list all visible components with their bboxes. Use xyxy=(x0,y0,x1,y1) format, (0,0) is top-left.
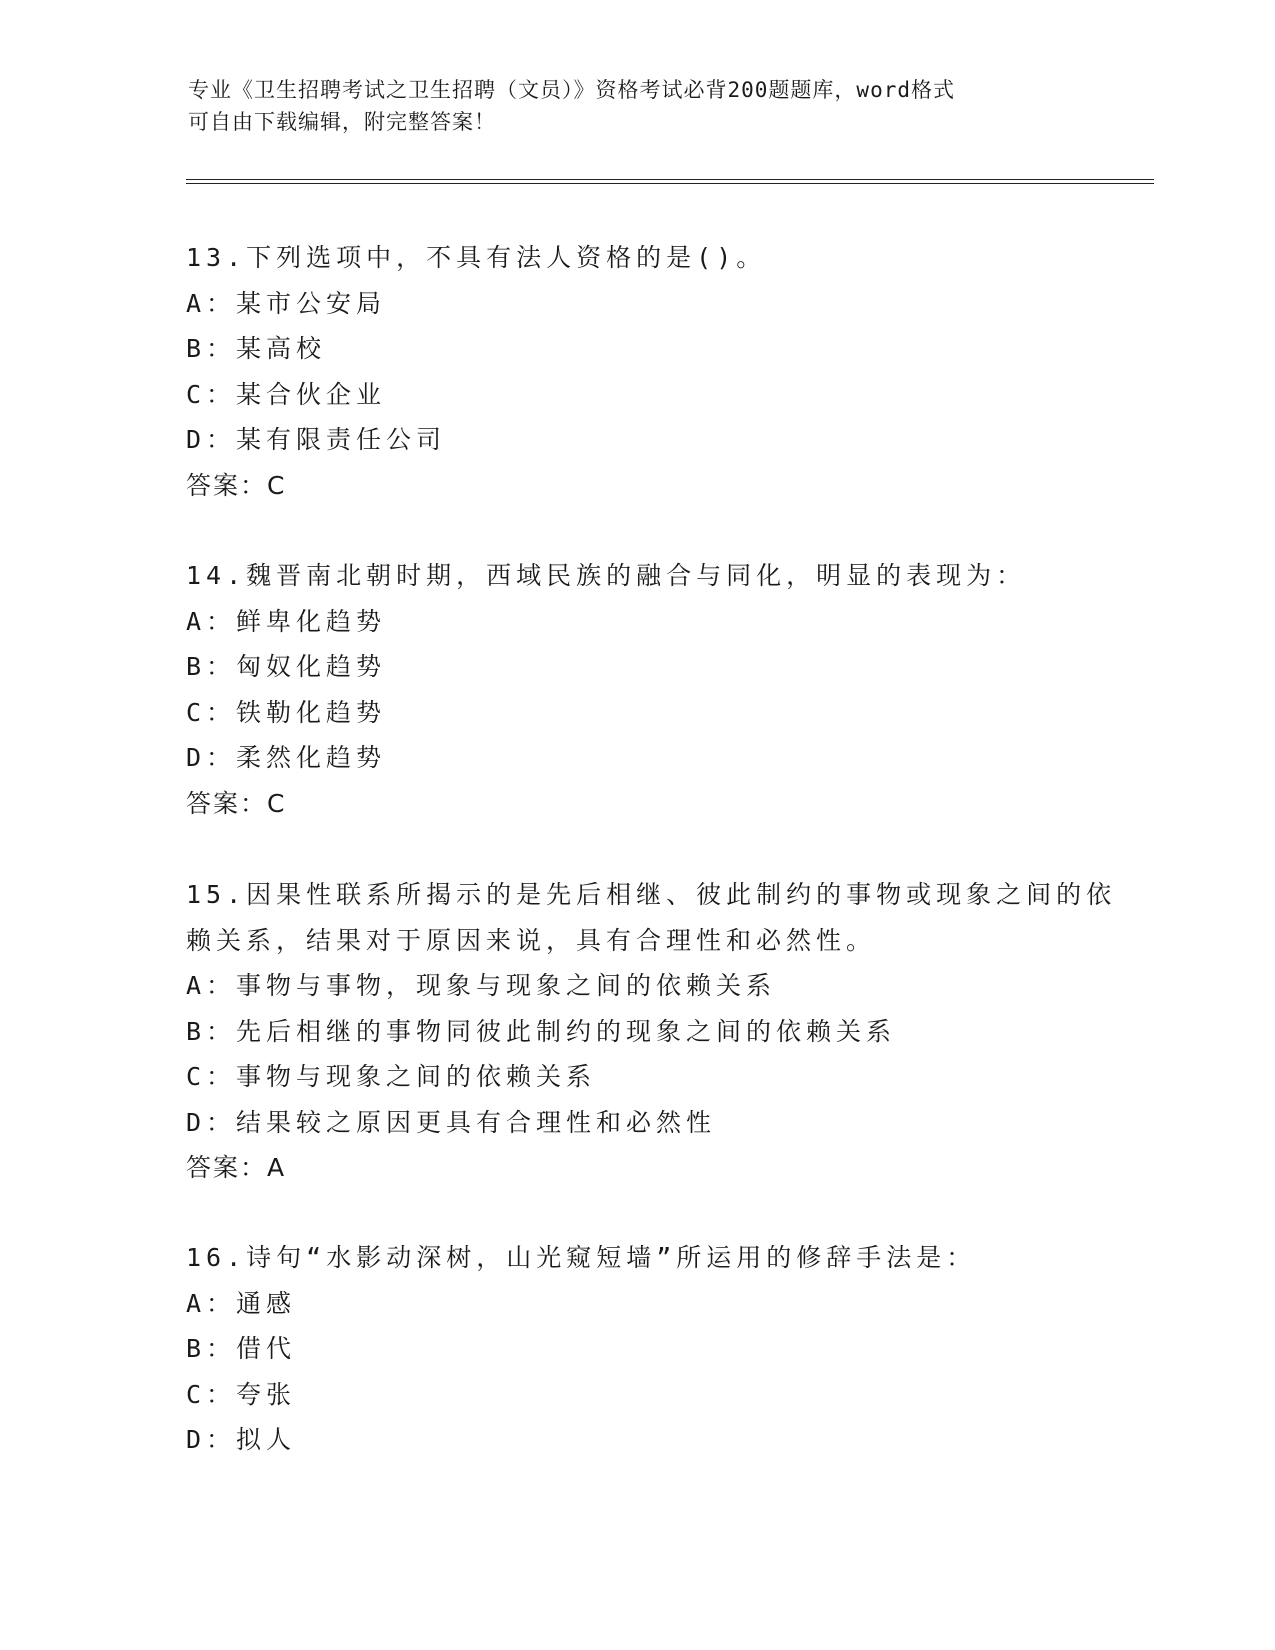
header-divider-top xyxy=(186,179,1154,180)
header-divider-bottom xyxy=(186,183,1154,184)
option-a: A：鲜卑化趋势 xyxy=(186,606,387,636)
option-b: B：某高校 xyxy=(186,334,327,363)
question-15 xyxy=(186,872,1117,1191)
option-c: C：事物与现象之间的依赖关系 xyxy=(186,1062,597,1091)
question-13 xyxy=(186,235,1086,508)
option-a: A：通感 xyxy=(186,1288,297,1318)
option-d: D：拟人 xyxy=(186,1425,297,1454)
answer-line: 答案：C xyxy=(186,788,287,818)
question-14 xyxy=(186,553,1086,826)
option-a: A：事物与事物，现象与现象之间的依赖关系 xyxy=(186,971,777,1000)
option-d: D：结果较之原因更具有合理性和必然性 xyxy=(186,1107,717,1137)
question-stem: 13.下列选项中，不具有法人资格的是()。 xyxy=(186,243,767,272)
answer-line: 答案：A xyxy=(186,1153,287,1182)
option-c: C：某合伙企业 xyxy=(186,379,387,409)
header-title-line: 专业《卫生招聘考试之卫生招聘（文员）》资格考试必背200题题库，word格式 xyxy=(188,78,955,102)
option-b: B：先后相继的事物同彼此制约的现象之间的依赖关系 xyxy=(186,1016,897,1046)
option-b: B：匈奴化趋势 xyxy=(186,652,387,681)
question-16 xyxy=(186,1235,1086,1463)
document-header xyxy=(188,74,1088,138)
question-stem: 14.魏晋南北朝时期，西域民族的融合与同化，明显的表现为： xyxy=(186,561,1027,590)
question-stem-line-1: 15.因果性联系所揭示的是先后相继、彼此制约的事物或现象之间的依 xyxy=(186,880,1117,909)
option-d: D：某有限责任公司 xyxy=(186,425,447,454)
question-stem-line-2: 赖关系，结果对于原因来说，具有合理性和必然性。 xyxy=(186,925,877,955)
option-b: B：借代 xyxy=(186,1334,297,1363)
header-subtitle-line: 可自由下载编辑，附完整答案！ xyxy=(188,110,496,134)
option-c: C：夸张 xyxy=(186,1379,297,1409)
option-c: C：铁勒化趋势 xyxy=(186,697,387,727)
option-d: D：柔然化趋势 xyxy=(186,743,387,772)
answer-line: 答案：C xyxy=(186,470,287,500)
question-stem: 16.诗句“水影动深树，山光窥短墙”所运用的修辞手法是： xyxy=(186,1243,977,1272)
option-a: A：某市公安局 xyxy=(186,288,387,318)
